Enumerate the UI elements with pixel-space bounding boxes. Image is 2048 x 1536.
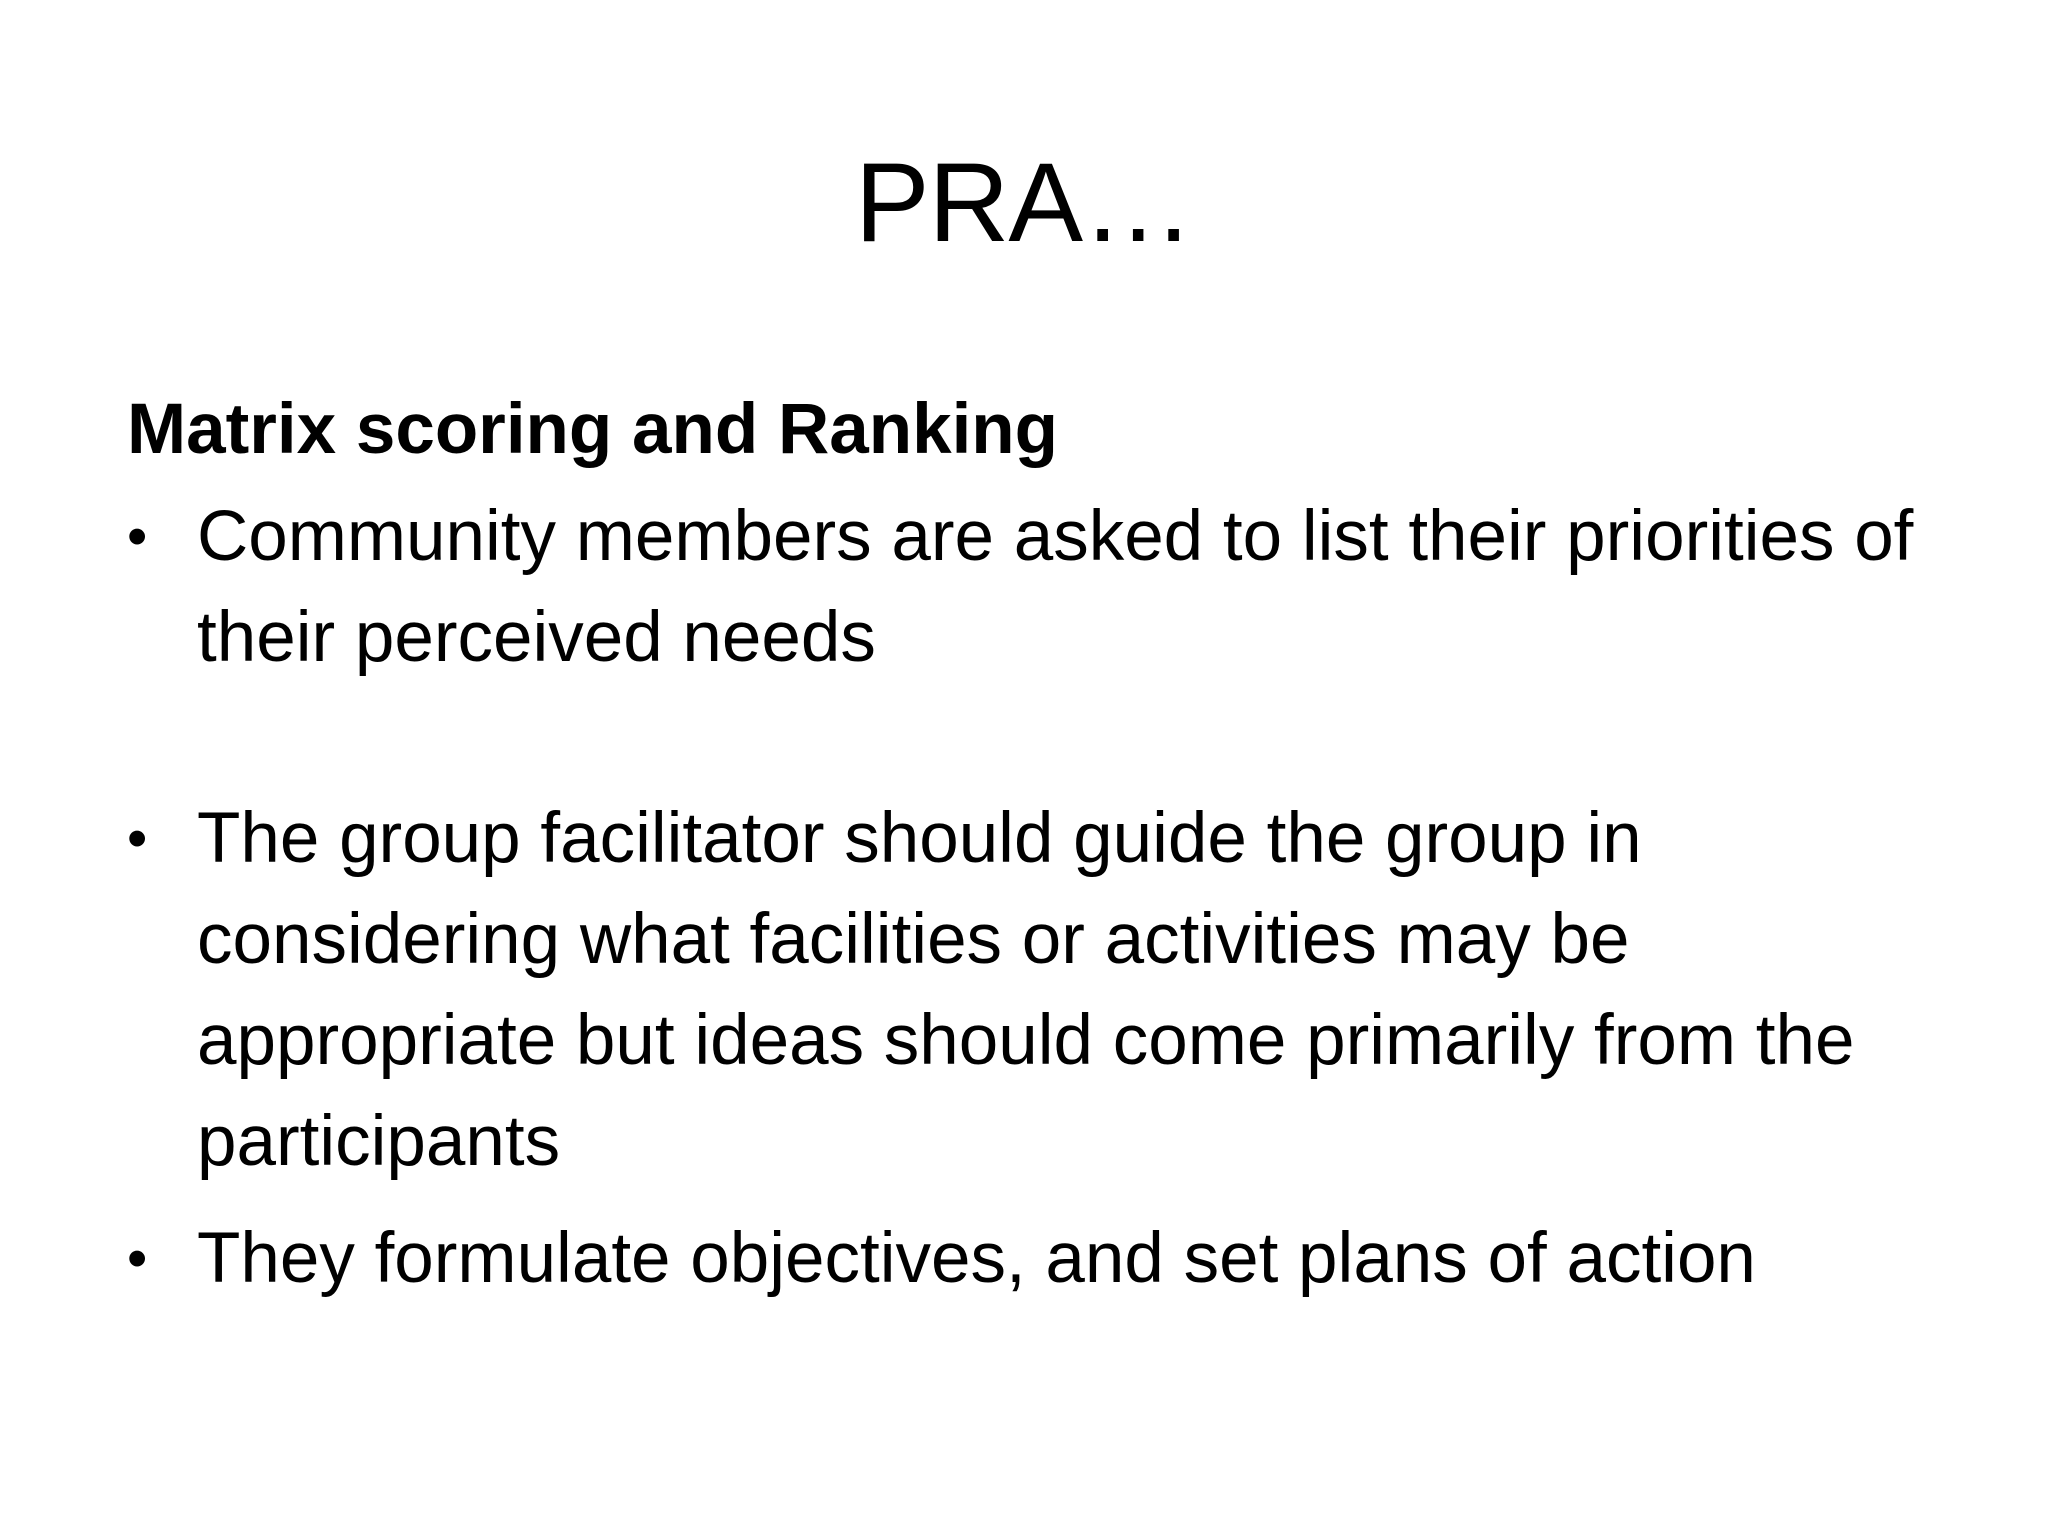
slide-content	[127, 388, 1927, 1325]
bullet-item	[127, 486, 1927, 688]
bullet-icon: •	[127, 806, 148, 871]
bullet-text: The group facilitator should guide the group in considering what facilities or activities may be appropriate but ideas should come primarily from the participants	[197, 799, 1855, 1181]
bullet-icon: •	[127, 504, 148, 569]
bullet-text: Community members are asked to list their priorities of their perceived needs	[197, 497, 1914, 677]
bullet-item	[127, 1208, 1927, 1309]
slide-title: PRA…	[854, 140, 1194, 265]
section-heading: Matrix scoring and Ranking	[127, 390, 1059, 469]
bullet-text: They formulate objectives, and set plans of action	[197, 1219, 1756, 1298]
bullet-list	[127, 486, 1927, 1309]
bullet-icon: •	[127, 1226, 148, 1291]
bullet-item	[127, 788, 1927, 1192]
